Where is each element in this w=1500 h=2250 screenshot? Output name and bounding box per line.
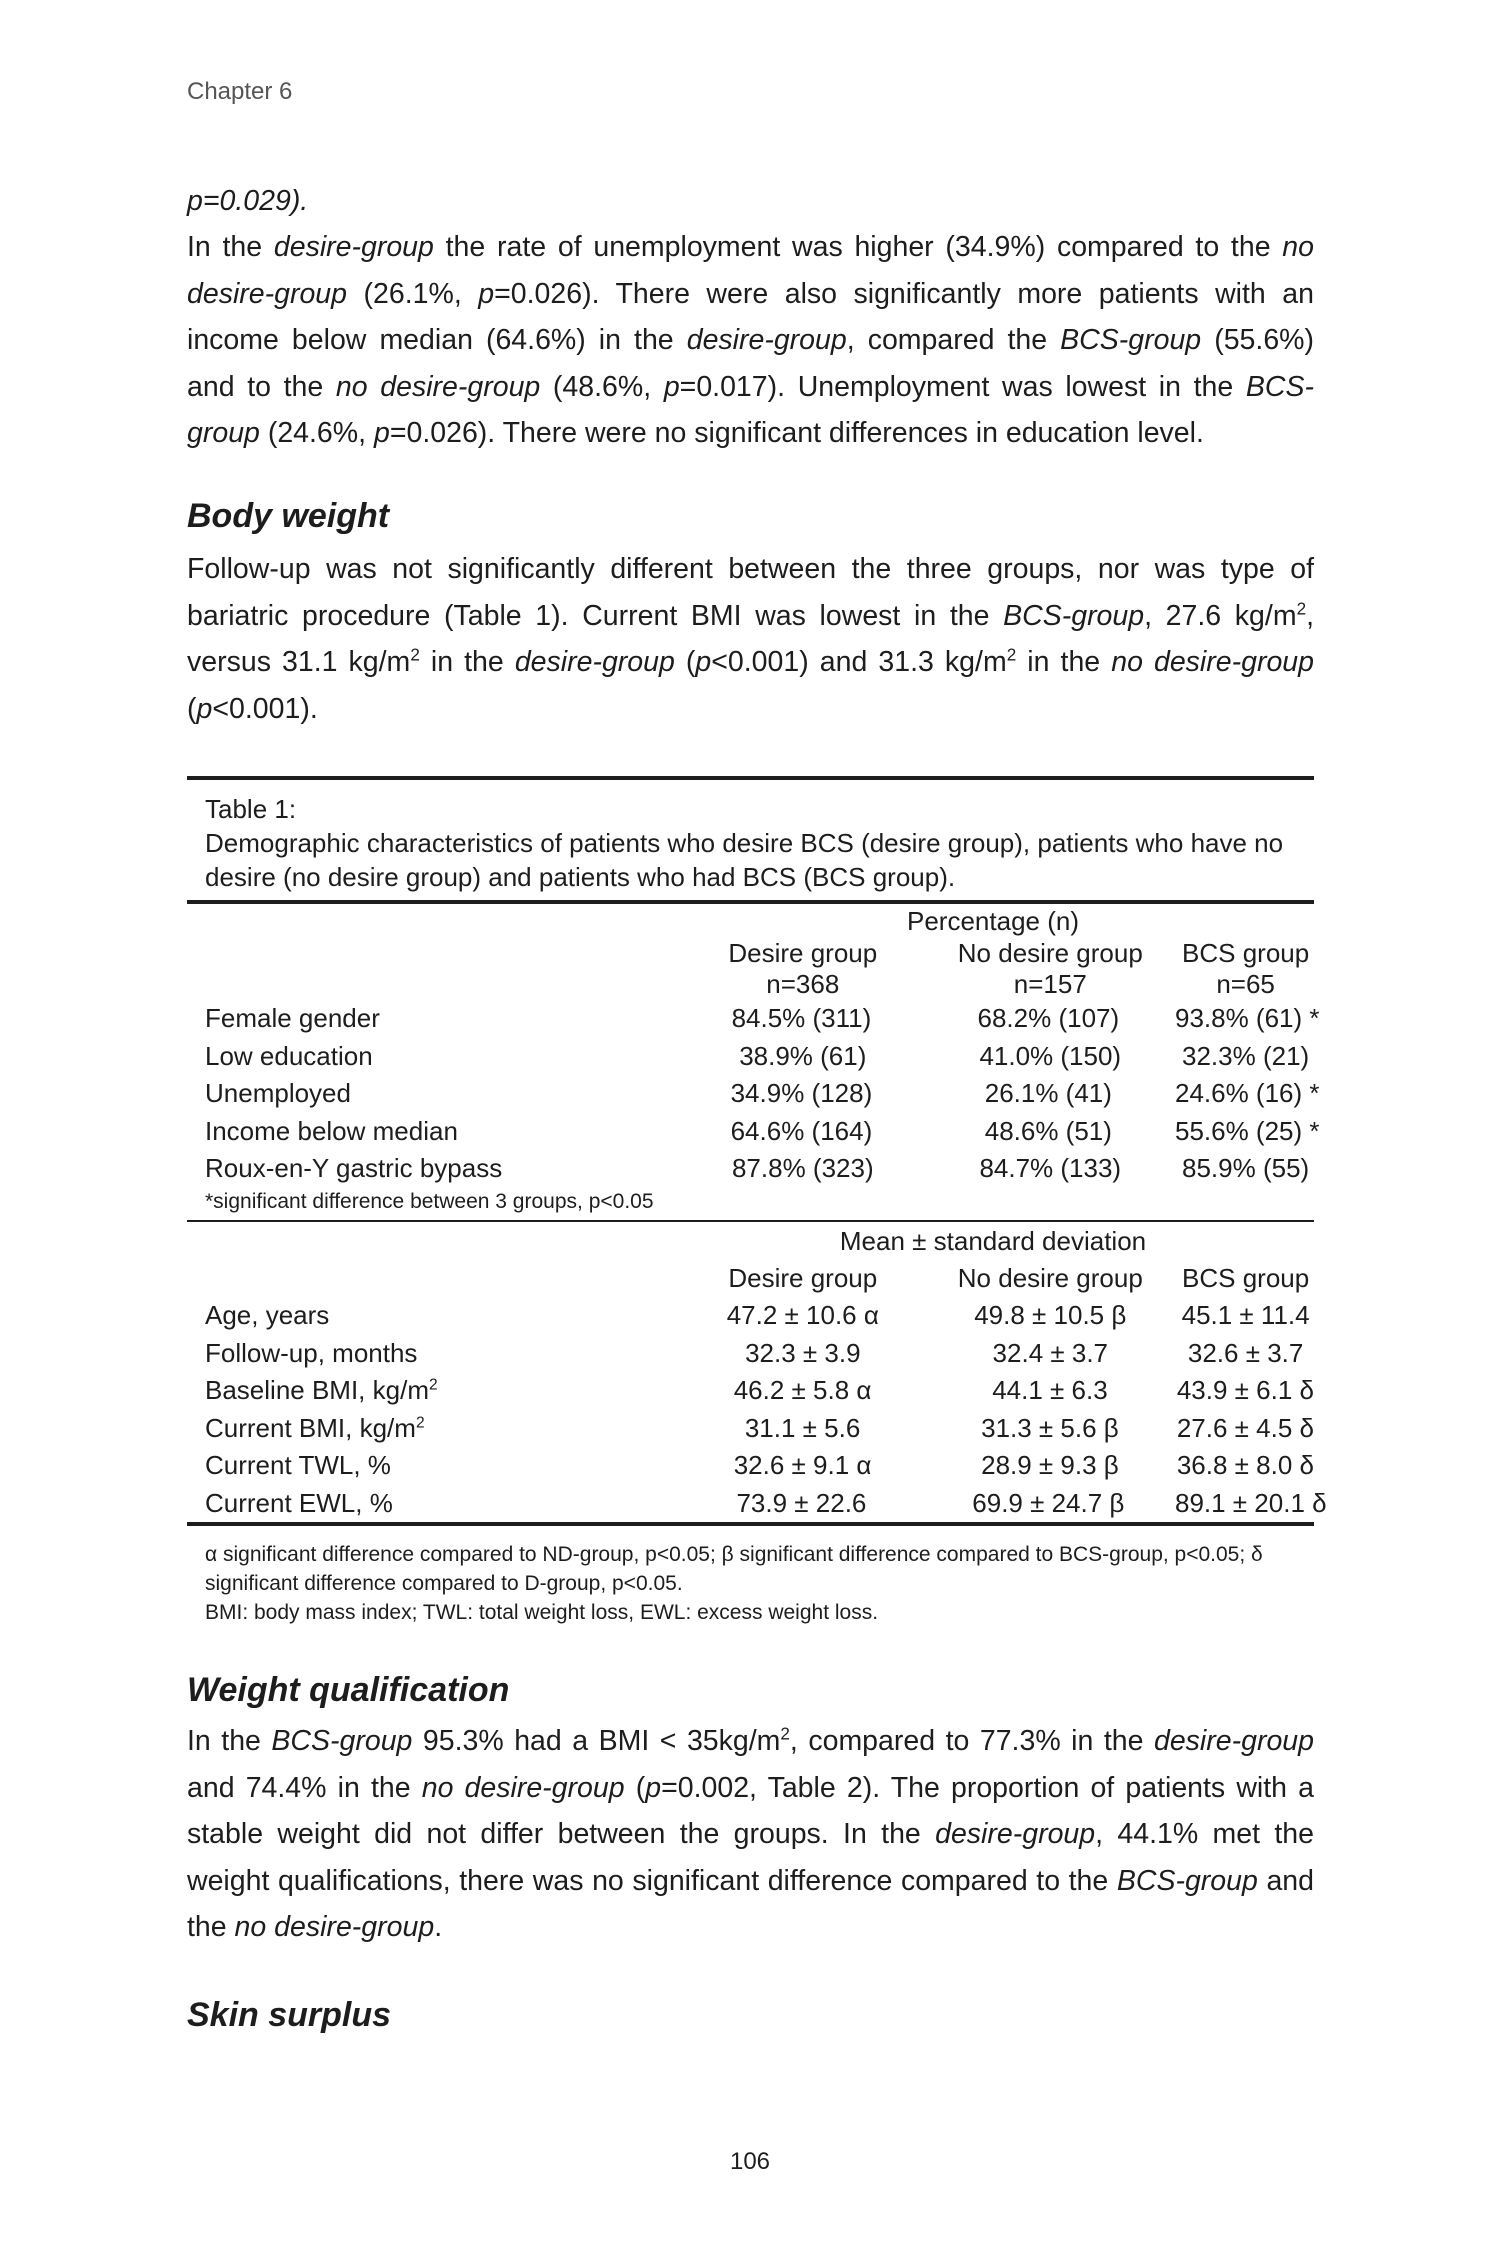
table-cell: 32.4 ± 3.7 [992, 1337, 1109, 1368]
mean-sd-span-header: Mean ± standard deviation [839, 1225, 1147, 1256]
section-heading-skin-surplus: Skin surplus [187, 1996, 392, 2034]
table-cell: 31.3 ± 5.6 β [981, 1412, 1119, 1443]
row-label: Follow-up, months [205, 1337, 418, 1368]
row-label: Roux-en-Y gastric bypass [205, 1153, 503, 1183]
table-row [187, 1075, 1320, 1113]
table-cell: 24.6% (16) * [1174, 1078, 1320, 1108]
table-row [187, 1113, 1320, 1151]
table-row [187, 1000, 1320, 1038]
table-cell: 46.2 ± 5.8 α [733, 1375, 872, 1405]
footnote-abbreviations: BMI: body mass index; TWL: total weight loss, EWL: excess weight loss. [205, 1601, 879, 1624]
table-cell: 55.6% (25) * [1174, 1115, 1320, 1146]
section1-sample-sizes [187, 969, 1314, 1000]
column-header: No desire group [957, 938, 1143, 968]
paragraph-continuation [187, 178, 1314, 225]
table-cell: 84.7% (133) [979, 1153, 1122, 1183]
table-cell: 32.3 ± 3.9 [745, 1337, 861, 1368]
table-cell: 32.3% (21) [1182, 1040, 1310, 1071]
table-cell: 32.6 ± 3.7 [1187, 1337, 1304, 1368]
table-row [187, 1372, 1314, 1410]
column-header: BCS group [1182, 1262, 1310, 1293]
section1-column-headers [187, 938, 1314, 969]
table-cell: 87.8% (323) [731, 1153, 874, 1183]
table-cell: 84.5% (311) [731, 1003, 872, 1033]
column-header: Desire group [728, 1262, 878, 1293]
table-cell: 48.6% (51) [984, 1115, 1112, 1146]
page-number: 106 [729, 2148, 771, 2175]
table-cell: 44.1 ± 6.3 [992, 1375, 1108, 1405]
table-row [187, 1038, 1314, 1076]
table-cell: 26.1% (41) [984, 1078, 1112, 1108]
table-cell: 49.8 ± 10.5 β [974, 1300, 1127, 1330]
running-head: Chapter 6 [187, 78, 293, 105]
sample-size: n=157 [1013, 969, 1087, 999]
section-heading-weight-qualification: Weight qualification [187, 1671, 510, 1709]
table-row [187, 1410, 1314, 1448]
table-caption-title: Table 1: [205, 794, 297, 824]
table-row [187, 1485, 1327, 1523]
table-cell: 34.9% (128) [730, 1078, 873, 1108]
row-label: Age, years [205, 1300, 330, 1330]
paragraph-weight-qualification: In the BCS-group 95.3% had a BMI < $35kg/m^2$, compared to 77.3% in the desire-group and 74.4% in the no desire-group (p=0.002, Table 2). The proportion of patients with a stable weight did not differ between the groups. In the desire-group, 44.1% met the weight qualifications, there was no significant difference compared to the BCS-group and the no desire-group. [187, 1724, 1314, 1943]
sample-size: n=65 [1216, 969, 1275, 999]
row-label: Unemployed [205, 1078, 351, 1108]
row-label: Current EWL, % [205, 1487, 393, 1518]
table-cell: 89.1 ± 20.1 δ [1174, 1487, 1327, 1518]
table-cell: 38.9% (61) [739, 1040, 867, 1071]
paragraph-employment: In the desire-group the rate of unemployment was higher (34.9%) compared to the no desire-group (26.1%, p=0.026). There were also significantly more patients with an income below median (64.6%) in the desire-group, compared the BCS-group (55.6%) and to the no desire-group (48.6%, p=0.017). Unemployment was lowest in the BCS-group (24.6%, p=0.026). There were no significant differences in education level. [187, 231, 1314, 449]
table-cell: 32.6 ± 9.1 α [733, 1450, 872, 1480]
table-caption-text: Demographic characteristics of patients who desire BCS (desire group), patients who have no desire (no desire group) and patients who had BCS (BCS group). [205, 828, 1284, 892]
table-cell: 93.8% (61) * [1174, 1003, 1320, 1033]
p-value-fragment: p=0.029). [187, 185, 309, 217]
paragraph-body-weight: Follow-up was not significantly different between the three groups, nor was type of bariatric procedure (Table 1). Current BMI was lowest in the BCS-group, 27.6 $kg/m^2$, versus 31.1 $kg/m^2$ in the desire-group (p<0.001) and 31.3 $kg/m^2$ in the no desire-group (p<0.001). [187, 553, 1315, 725]
column-header: BCS group [1182, 938, 1310, 968]
table-1 [187, 776, 1327, 1627]
table-cell: 36.8 ± 8.0 δ [1176, 1450, 1314, 1480]
table-row [187, 1150, 1314, 1188]
table-cell: 47.2 ± 10.6 α [726, 1300, 879, 1330]
percentage-span-header: Percentage (n) [907, 906, 1079, 936]
table-footnotes [187, 1526, 1314, 1627]
row-label: Current TWL, % [205, 1450, 391, 1480]
table-row [187, 1297, 1314, 1335]
table-row [187, 1335, 1314, 1373]
table-caption [187, 780, 1314, 900]
table-cell: 43.9 ± 6.1 δ [1176, 1375, 1314, 1405]
table-cell: 28.9 ± 9.3 β [981, 1450, 1119, 1480]
row-label: Female gender [205, 1003, 380, 1033]
row-label: Income below median [205, 1115, 458, 1146]
table-cell: 41.0% (150) [979, 1040, 1122, 1071]
section-heading-body-weight: Body weight [187, 497, 390, 535]
table-cell: 73.9 ± 22.6 [736, 1487, 867, 1518]
table-cell: 31.1 ± 5.6 [744, 1412, 861, 1443]
section1-significance-note: *significant difference between 3 groups, p<0.05 [205, 1189, 654, 1213]
footnote-significance: α significant difference compared to ND-group, p<0.05; β significant difference compared to BCS-group, p<0.05; δ significant difference compared to D-group, p<0.05. [205, 1543, 1263, 1595]
table-cell: 85.9% (55) [1182, 1153, 1310, 1183]
column-header: No desire group [957, 1262, 1143, 1293]
table-cell: 27.6 ± 4.5 δ [1176, 1412, 1314, 1443]
row-label: Baseline BMI, $kg/m^2$ [205, 1375, 438, 1405]
table-row [187, 1447, 1314, 1485]
sample-size: n=368 [766, 969, 840, 999]
section2-column-headers [187, 1260, 1314, 1298]
table-cell: 68.2% (107) [977, 1003, 1120, 1033]
row-label: Low education [205, 1040, 373, 1071]
column-header: Desire group [728, 938, 878, 968]
row-label: Current BMI, $kg/m^2$ [205, 1412, 425, 1443]
table-cell: 69.9 ± 24.7 β [972, 1487, 1125, 1518]
table-cell: 45.1 ± 11.4 [1181, 1300, 1310, 1330]
table-cell: 64.6% (164) [730, 1115, 873, 1146]
